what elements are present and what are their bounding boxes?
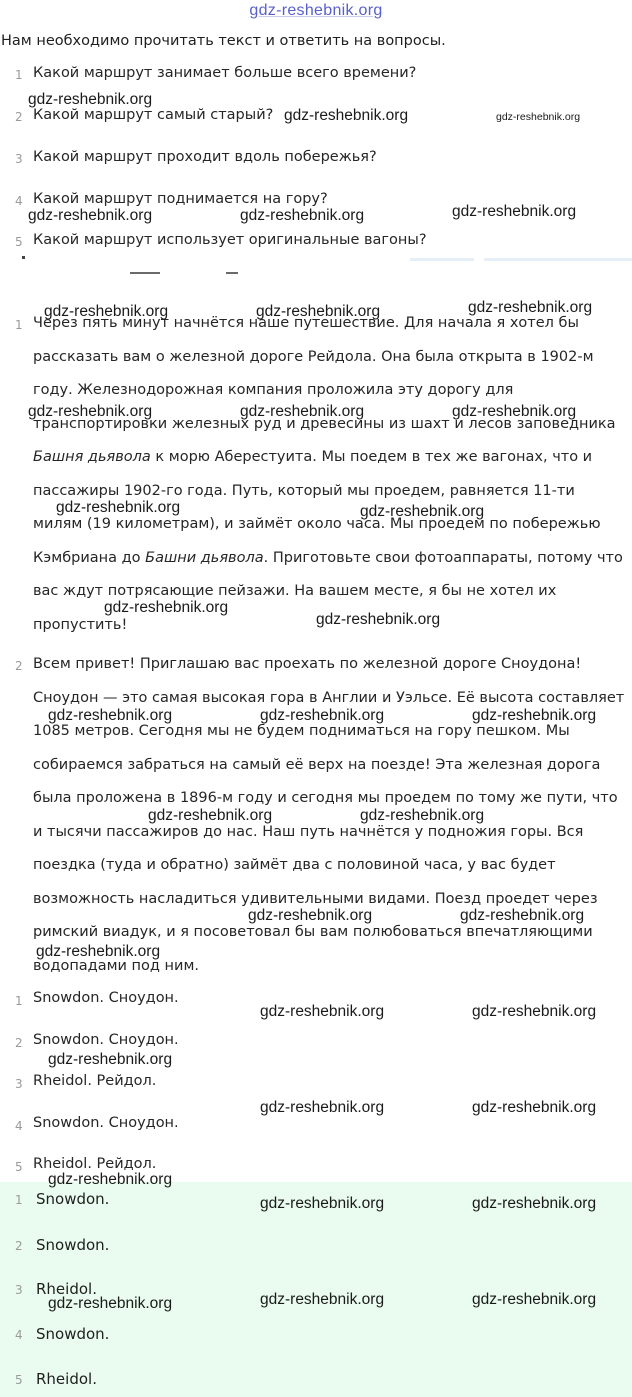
watermark: gdz-reshebnik.org — [360, 807, 485, 824]
passage-text-part: Через пять минут начнётся наше путешествие. Для начала я хотел бы рассказать вам о железной дороге Рейдола. Она была открыта в 1902-м году. Железнодорожная компания проложила эту дорогу для транспортировки железных руд и древесины из шахт и лесов заповедника — [33, 315, 616, 432]
watermark: gdz-reshebnik.org — [248, 907, 373, 924]
watermark: gdz-reshebnik.org — [28, 403, 153, 420]
watermark: gdz-reshebnik.org — [472, 1003, 597, 1020]
watermark: gdz-reshebnik.org — [468, 299, 593, 316]
answer-text: Snowdon. — [36, 1236, 110, 1254]
watermark: gdz-reshebnik.org — [36, 943, 161, 960]
answer-number: 5 — [15, 1373, 23, 1387]
watermark: gdz-reshebnik.org — [48, 1295, 173, 1312]
answer-number: 3 — [15, 1283, 23, 1297]
answer-text: Snowdon. — [36, 1325, 110, 1343]
answer-number: 3 — [15, 1077, 23, 1091]
watermark: gdz-reshebnik.org — [240, 207, 365, 224]
passage-text: Всем привет! Приглашаю вас проехать по железной дороге Сноудона! Сноудон — это самая высокая гора в Англии и Уэльсе. Её высота составляет 1085 метров. Сегодня мы не будем подниматься на гору пешком. Мы собираемся забраться на самый её верх на поезде! Эта железная дорога была проложена в 1896-м году и сегодня мы проедем по тому же пути, что и тысячи пассажиров до нас. Наш путь начнётся у подножия горы. Вся поездка (туда и обратно) займёт два с половиной часа, у вас будет возможность насладиться удивительными видами. Поезд проедет через римский виадук, и я посоветовал бы вам полюбоваться впечатляющими водопадами под ним. — [33, 656, 625, 974]
watermark: gdz-reshebnik.org — [472, 1291, 597, 1308]
question-number: 3 — [15, 152, 23, 166]
watermark: gdz-reshebnik.org — [56, 499, 181, 516]
question-number: 1 — [15, 68, 23, 82]
question-text: Какой маршрут занимает больше всего времени? — [33, 65, 417, 81]
watermark: gdz-reshebnik.org — [104, 599, 229, 616]
watermark: gdz-reshebnik.org — [148, 807, 273, 824]
answer-text: Snowdon. Сноудон. — [33, 1115, 179, 1131]
answer-number: 2 — [15, 1239, 23, 1253]
watermark: gdz-reshebnik.org — [240, 403, 365, 420]
watermark: gdz-reshebnik.org — [260, 1291, 385, 1308]
watermark: gdz-reshebnik.org — [316, 611, 441, 628]
question-number: 2 — [15, 110, 23, 124]
question-number: 5 — [15, 235, 23, 249]
question-text: Какой маршрут поднимается на гору? — [33, 191, 328, 207]
watermark: gdz-reshebnik.org — [256, 303, 381, 320]
passage-number: 2 — [15, 659, 23, 673]
passage-number: 1 — [15, 318, 23, 332]
clipped-text-fragment — [130, 272, 250, 278]
answer-text: Snowdon. — [36, 1190, 110, 1208]
watermark: gdz-reshebnik.org — [460, 907, 585, 924]
watermark: gdz-reshebnik.org — [260, 707, 385, 724]
seam-dot — [22, 256, 25, 259]
watermark: gdz-reshebnik.org — [284, 107, 409, 124]
question-number: 4 — [15, 194, 23, 208]
answer-text: Snowdon. Сноудон. — [33, 990, 179, 1006]
passage-text-part: к морю Аберестуита. Мы поедем в тех же вагонах, что и пассажиры 1902-го года. Путь, который мы проедем, равняется 11-ти милям (19 километрам), и займёт около часа. Мы проедем по побережью Кэмбриана до — [33, 449, 601, 566]
watermark: gdz-reshebnik.org — [28, 91, 153, 108]
place-name: Башня дьявола — [33, 449, 151, 465]
watermark: gdz-reshebnik.org — [48, 707, 173, 724]
passage-text-part: . Приготовьте свои фотоаппараты, потому что вас ждут потрясающие пейзажи. На вашем месте, я бы не хотел их пропустить! — [33, 549, 623, 633]
seam-line — [410, 258, 474, 261]
watermark: gdz-reshebnik.org — [472, 707, 597, 724]
answer-number: 4 — [15, 1119, 23, 1133]
watermark: gdz-reshebnik.org — [260, 1195, 385, 1212]
answer-text: Rheidol. — [36, 1370, 97, 1388]
answer-number: 5 — [15, 1160, 23, 1174]
passage-text — [33, 307, 625, 642]
watermark: gdz-reshebnik.org — [452, 403, 577, 420]
answer-text: Snowdon. Сноудон. — [33, 1032, 179, 1048]
watermark: gdz-reshebnik.org — [28, 207, 153, 224]
site-header-link[interactable]: gdz-reshebnik.org — [249, 2, 383, 19]
watermark: gdz-reshebnik.org — [452, 203, 577, 220]
answer-text: Rheidol. Рейдол. — [33, 1156, 157, 1172]
answer-panel — [0, 1182, 632, 1397]
watermark: gdz-reshebnik.org — [360, 503, 485, 520]
watermark: gdz-reshebnik.org — [260, 1099, 385, 1116]
watermark: gdz-reshebnik.org — [472, 1195, 597, 1212]
answer-number: 4 — [15, 1328, 23, 1342]
watermark: gdz-reshebnik.org — [48, 1171, 173, 1188]
watermark: gdz-reshebnik.org — [496, 111, 581, 123]
answer-text: Rheidol. — [36, 1280, 97, 1298]
watermark: gdz-reshebnik.org — [44, 303, 169, 320]
question-text: Какой маршрут самый старый? — [33, 107, 274, 123]
task-intro: Нам необходимо прочитать текст и ответить на вопросы. — [1, 33, 446, 49]
question-text: Какой маршрут использует оригинальные вагоны? — [33, 232, 427, 248]
answer-text: Rheidol. Рейдол. — [33, 1073, 157, 1089]
watermark: gdz-reshebnik.org — [472, 1099, 597, 1116]
answer-number: 2 — [15, 1036, 23, 1050]
watermark: gdz-reshebnik.org — [260, 1003, 385, 1020]
place-name: Башни дьявола — [145, 549, 264, 566]
watermark: gdz-reshebnik.org — [48, 1051, 173, 1068]
answer-number: 1 — [15, 1193, 23, 1207]
question-text: Какой маршрут проходит вдоль побережья? — [33, 149, 377, 165]
seam-line — [484, 258, 632, 261]
answer-number: 1 — [15, 994, 23, 1008]
